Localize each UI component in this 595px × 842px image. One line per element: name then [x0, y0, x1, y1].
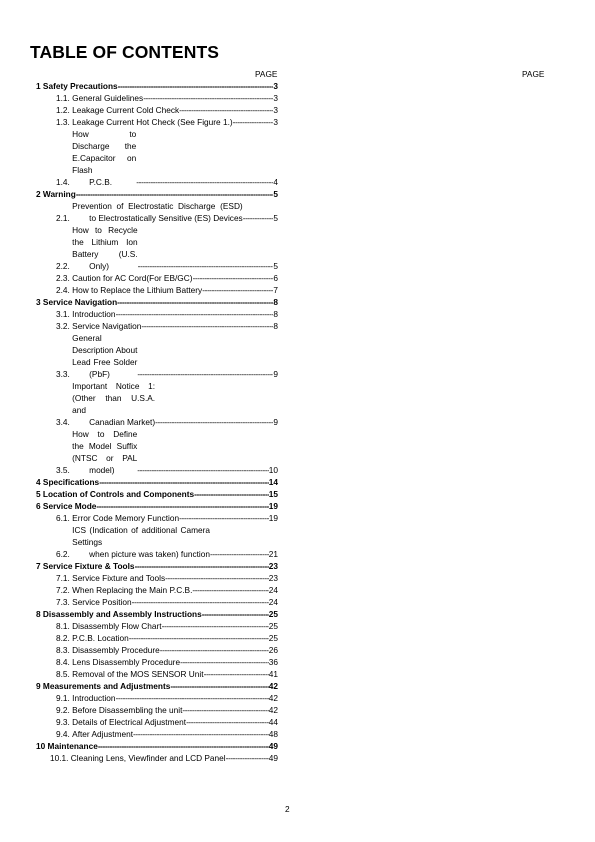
toc-entry-number: 3.1. [56, 309, 73, 319]
toc-entry-number: 8.3. [56, 645, 73, 655]
toc-entry-title: Service Navigation [72, 321, 142, 331]
toc-entry-title: General Guidelines [72, 93, 144, 103]
toc-leader-dots [180, 656, 269, 668]
toc-entry-number: 2.1. [56, 213, 73, 223]
toc-subsection[interactable] [36, 728, 278, 740]
toc-page-number: 8 [273, 309, 278, 319]
toc-subsection[interactable] [36, 632, 278, 644]
page-number: 2 [285, 804, 290, 814]
toc-subsection[interactable] [36, 656, 278, 668]
toc-page-number: 41 [268, 669, 278, 679]
toc-page-number: 8 [273, 321, 278, 331]
toc-entry-number: 2.3. [56, 273, 73, 283]
toc-page-number: 9 [273, 417, 278, 427]
toc-entry-title: Cleaning Lens, Viewfinder and LCD Panel [70, 753, 226, 763]
toc-subsection[interactable] [36, 284, 278, 296]
toc-subsection[interactable] [36, 584, 278, 596]
page-column-header-right: PAGE [522, 69, 545, 79]
toc-entry-number: 7.3. [56, 597, 73, 607]
toc-page-number: 4 [273, 177, 278, 187]
toc-entry-title: Error Code Memory Function [72, 513, 180, 523]
toc-page-number: 49 [268, 753, 278, 763]
toc-page-number: 3 [273, 93, 278, 103]
toc-entry-title: Removal of the MOS SENSOR Unit [72, 669, 204, 679]
toc-entry-title: Service Fixture & Tools [42, 561, 135, 571]
toc-entry-title: Specifications [42, 477, 100, 487]
toc-subsection[interactable] [36, 644, 278, 656]
toc-entry-number: 2.4. [56, 285, 73, 295]
toc-entry-title: to Electrostatically Sensitive (ES) Devices [89, 213, 243, 223]
toc-leader-dots [179, 104, 273, 116]
toc-section[interactable] [36, 608, 278, 620]
toc-section[interactable] [36, 560, 278, 572]
toc-leader-dots [204, 668, 269, 680]
toc-entry-number: 6 [36, 501, 43, 511]
toc-entry-title: Safety Precautions [42, 81, 118, 91]
toc-entry-title: Introduction [72, 693, 116, 703]
toc-page-number: 23 [268, 561, 278, 571]
toc-leader-dots [192, 584, 268, 596]
toc-entry-title: Service Mode [42, 501, 97, 511]
toc-leader-dots [165, 572, 269, 584]
toc-entry-number: 9.3. [56, 717, 73, 727]
toc-subsection[interactable] [36, 272, 278, 284]
toc-entry-number: 7.2. [56, 585, 73, 595]
toc-entry-number: 8.4. [56, 657, 73, 667]
toc-entry-number: 5 [36, 489, 43, 499]
toc-leader-dots [162, 620, 269, 632]
toc-entry-number: 1.2. [56, 105, 73, 115]
toc-entry-number: 2.2. [56, 261, 73, 271]
toc-subsection[interactable] [36, 224, 278, 272]
toc-page-number: 5 [273, 189, 278, 199]
toc-entry-title: Disassembly Procedure [72, 645, 160, 655]
toc-entry-number: 10.1. [50, 753, 71, 763]
toc-leader-dots [194, 488, 269, 500]
toc-page-number: 24 [268, 597, 278, 607]
toc-entry-title: Leakage Current Hot Check (See Figure 1.) [72, 117, 233, 127]
toc-entry-title: Service Fixture and Tools [72, 573, 166, 583]
toc-entry-title: Warning [42, 189, 76, 199]
toc-page-number: 49 [268, 741, 278, 751]
toc-page-number: 25 [268, 621, 278, 631]
toc-subsection[interactable] [36, 380, 278, 428]
toc-subsection[interactable] [36, 512, 278, 524]
toc-entry-number: 8.5. [56, 669, 73, 679]
toc-page-number: 6 [273, 273, 278, 283]
toc-entry-title: P.C.B. Location [72, 633, 129, 643]
toc-leader-dots [116, 692, 269, 704]
toc-leader-dots [210, 548, 269, 560]
toc-leader-dots [143, 92, 273, 104]
toc-entry-title: Caution for AC Cord(For EB/GC) [72, 273, 193, 283]
toc-leader-dots [129, 632, 269, 644]
toc-page-number: 24 [268, 585, 278, 595]
toc-leader-dots [137, 368, 273, 380]
toc-page-number: 48 [268, 729, 278, 739]
toc-subsection[interactable] [36, 428, 278, 476]
toc-entry-number: 4 [36, 477, 43, 487]
toc-entry-number: 7 [36, 561, 43, 571]
toc-subsection[interactable] [36, 200, 278, 224]
toc-page-number: 42 [268, 681, 278, 691]
toc-leader-dots [137, 464, 269, 476]
toc-page-number: 36 [268, 657, 278, 667]
toc-section[interactable] [36, 500, 278, 512]
toc-leader-dots [76, 188, 274, 200]
toc-entry-title: Maintenance [47, 741, 98, 751]
toc-entry-number: 1.3. [56, 117, 73, 127]
toc-leader-dots [96, 500, 268, 512]
page-title: TABLE OF CONTENTS [30, 42, 220, 62]
toc-entry-title: General Description About Lead Free Solder [72, 333, 138, 367]
toc-page-number: 10 [268, 465, 278, 475]
toc-entry-number: 2 [36, 189, 43, 199]
toc-entry-number: 3.2. [56, 321, 73, 331]
toc-entry-number: 3.4. [56, 417, 73, 427]
toc-entry-title: How to Define the Model Suffix (NTSC or PAL [72, 429, 138, 463]
toc-page-number: 26 [268, 645, 278, 655]
toc-entry-number: 1.1. [56, 93, 73, 103]
toc-page-number: 15 [268, 489, 278, 499]
toc-subsection[interactable] [36, 620, 278, 632]
toc-section[interactable] [36, 488, 278, 500]
toc-entry-number: 8.2. [56, 633, 73, 643]
toc-section[interactable] [36, 476, 278, 488]
toc-leader-dots [202, 608, 269, 620]
toc-subsection[interactable] [36, 128, 278, 188]
toc-entry-title: (PbF) [89, 369, 110, 379]
toc-section[interactable] [36, 188, 278, 200]
toc-leader-dots [193, 272, 274, 284]
toc-entry-title: Measurements and Adjustments [42, 681, 171, 691]
toc-entry-title: Details of Electrical Adjustment [72, 717, 187, 727]
toc-leader-dots [141, 320, 273, 332]
toc-leader-dots [182, 704, 268, 716]
toc-page-number: 44 [268, 717, 278, 727]
toc-page-number: 25 [268, 633, 278, 643]
toc-leader-dots [226, 752, 269, 764]
toc-entry-title: Lens Disassembly Procedure [72, 657, 181, 667]
toc-page-number: 3 [273, 105, 278, 115]
toc-entry-number: 1 [36, 81, 43, 91]
toc-subsection[interactable] [36, 752, 278, 764]
toc-section[interactable] [36, 80, 278, 92]
toc-leader-dots [243, 212, 274, 224]
toc-leader-dots [160, 644, 269, 656]
toc-page-number: 14 [268, 477, 278, 487]
toc-entry-title: Leakage Current Cold Check [72, 105, 180, 115]
toc-page-number: 21 [268, 549, 278, 559]
toc-entry-number: 3 [36, 297, 43, 307]
toc-section[interactable] [36, 296, 278, 308]
toc-entry-title: Introduction [72, 309, 116, 319]
toc-entry-number: 9.2. [56, 705, 73, 715]
toc-page-number: 25 [268, 609, 278, 619]
toc-entry-number: 3.3. [56, 369, 73, 379]
toc-page-number: 23 [268, 573, 278, 583]
toc-entry-title: Only) [89, 261, 109, 271]
toc-leader-dots [135, 560, 269, 572]
toc-entry-number: 9.4. [56, 729, 73, 739]
toc-subsection[interactable] [36, 596, 278, 608]
toc-section[interactable] [36, 740, 278, 752]
toc-entry-number: 3.5. [56, 465, 73, 475]
toc-leader-dots [117, 296, 273, 308]
toc-page-number: 5 [273, 213, 278, 223]
toc-subsection[interactable] [36, 92, 278, 104]
toc-entry-title: How to Discharge the E.Capacitor on Flash [72, 129, 137, 175]
toc-entry-title: model) [89, 465, 115, 475]
page-column-header-left: PAGE [255, 69, 278, 79]
toc-entry-title: ICS (Indication of additional Camera Settings [72, 525, 210, 547]
toc-entry-title: How to Recycle the Lithium Ion Battery (U.S. [72, 225, 138, 259]
toc-entry-title: When Replacing the Main P.C.B. [72, 585, 193, 595]
toc-entry-number: 6.2. [56, 549, 73, 559]
toc-entry-title: Disassembly and Assembly Instructions [42, 609, 202, 619]
toc-leader-dots [138, 260, 274, 272]
toc-entry-number: 7.1. [56, 573, 73, 583]
toc-subsection[interactable] [36, 704, 278, 716]
toc-entry-title: Canadian Market) [89, 417, 156, 427]
toc-leader-dots [202, 284, 273, 296]
toc-entry-number: 10 [36, 741, 48, 751]
toc-entry-title: Prevention of Electrostatic Discharge (ESD) [72, 201, 243, 211]
toc-list [36, 80, 278, 764]
toc-page-number: 19 [268, 501, 278, 511]
toc-entry-title: Disassembly Flow Chart [72, 621, 162, 631]
toc-subsection[interactable] [36, 692, 278, 704]
toc-entry-number: 8.1. [56, 621, 73, 631]
toc-leader-dots [233, 116, 274, 128]
toc-page-number: 5 [273, 261, 278, 271]
toc-leader-dots [116, 308, 274, 320]
toc-entry-title: How to Replace the Lithium Battery [72, 285, 203, 295]
toc-entry-title: Service Position [72, 597, 132, 607]
toc-leader-dots [186, 716, 269, 728]
toc-page-number: 42 [268, 693, 278, 703]
toc-leader-dots [133, 728, 269, 740]
toc-entry-title: Before Disassembling the unit [72, 705, 183, 715]
toc-leader-dots [99, 476, 269, 488]
toc-section[interactable] [36, 680, 278, 692]
toc-page-number: 8 [273, 297, 278, 307]
toc-subsection[interactable] [36, 572, 278, 584]
toc-page-number: 42 [268, 705, 278, 715]
toc-subsection[interactable] [36, 716, 278, 728]
toc-leader-dots [132, 596, 269, 608]
toc-entry-number: 8 [36, 609, 43, 619]
toc-leader-dots [118, 80, 274, 92]
toc-subsection[interactable] [36, 116, 278, 128]
toc-page-number: 9 [273, 369, 278, 379]
toc-page-number: 19 [268, 513, 278, 523]
toc-leader-dots [98, 740, 269, 752]
toc-entry-title: Important Notice 1:(Other than U.S.A. and [72, 381, 156, 415]
toc-entry-number: 1.4. [56, 177, 73, 187]
toc-entry-number: 9.1. [56, 693, 73, 703]
toc-subsection[interactable] [36, 308, 278, 320]
toc-entry-title: P.C.B. [89, 177, 113, 187]
toc-entry-title: Service Navigation [42, 297, 118, 307]
toc-page-number: 3 [273, 81, 278, 91]
toc-page-number: 7 [273, 285, 278, 295]
toc-entry-title: After Adjustment [72, 729, 134, 739]
toc-subsection[interactable] [36, 524, 278, 560]
toc-entry-number: 6.1. [56, 513, 73, 523]
toc-entry-title: when picture was taken) function [89, 549, 210, 559]
toc-subsection[interactable] [36, 668, 278, 680]
toc-leader-dots [179, 512, 269, 524]
toc-leader-dots [170, 680, 268, 692]
toc-page-number: 3 [273, 117, 278, 127]
toc-leader-dots [136, 176, 273, 188]
toc-entry-number: 9 [36, 681, 43, 691]
toc-subsection[interactable] [36, 320, 278, 332]
toc-entry-title: Location of Controls and Components [42, 489, 195, 499]
toc-leader-dots [155, 416, 273, 428]
toc-subsection[interactable] [36, 104, 278, 116]
toc-subsection[interactable] [36, 332, 278, 380]
